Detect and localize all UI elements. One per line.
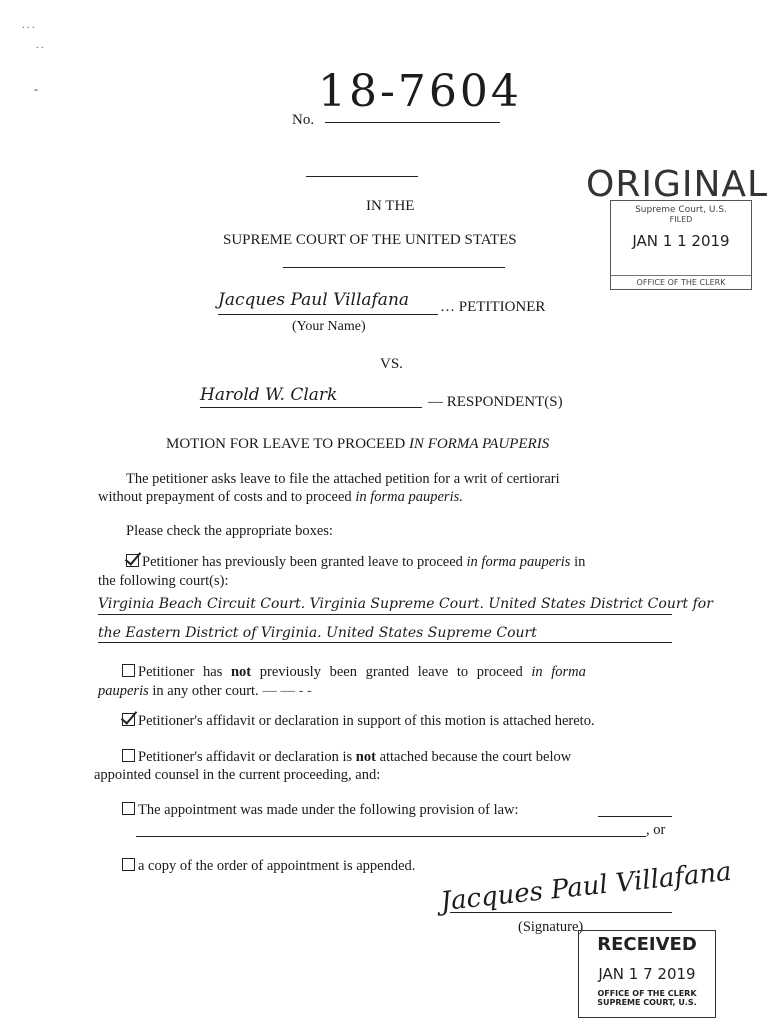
scan-mark: . . — [36, 40, 44, 51]
stamp-court: Supreme Court, U.S. — [635, 205, 727, 215]
checkbox-affidavit-attached[interactable] — [122, 713, 135, 726]
law-provision-line2[interactable] — [136, 836, 646, 837]
respondent-line — [200, 407, 422, 408]
signature: Jacques Paul Villafana — [439, 856, 733, 918]
signature-label: (Signature) — [518, 919, 584, 935]
check-instruction: Please check the appropriate boxes: — [126, 523, 333, 539]
checkbox-prior-ifp[interactable] — [126, 554, 139, 567]
stamp-filed: FILED — [669, 215, 693, 224]
in-the: IN THE — [366, 198, 415, 214]
option-prior-ifp: Petitioner has previously been granted leave to proceed in forma pauperis in — [126, 554, 585, 571]
divider — [283, 267, 505, 268]
option-affidavit-line2: appointed counsel in the current proceeding, and: — [94, 767, 381, 783]
received-office1: OFFICE OF THE CLERK — [597, 989, 697, 998]
original-stamp — [610, 200, 752, 290]
divider — [306, 176, 418, 177]
stamp-filed-date: JAN 1 1 2019 — [632, 232, 730, 250]
option-appointment-law: The appointment was made under the following provision of law: — [122, 802, 519, 819]
stamp-office: OFFICE OF THE CLERK — [611, 275, 751, 287]
checkbox-appointment-law[interactable] — [122, 802, 135, 815]
scan-mark: . . . — [22, 20, 35, 31]
received-stamp — [578, 930, 716, 1018]
option-not-prior: Petitioner has not previously been granted leave to proceed in forma — [122, 664, 586, 681]
intro-line1: The petitioner asks leave to file the attached petition for a writ of certiorari — [126, 471, 560, 487]
option-affidavit-attached: Petitioner's affidavit or declaration in support of this motion is attached hereto. — [122, 713, 595, 730]
intro-line2: without prepayment of costs and to proceed in forma pauperis. — [98, 489, 463, 505]
courts-line2: the Eastern District of Virginia. United States Supreme Court — [98, 625, 537, 641]
motion-title: MOTION FOR LEAVE TO PROCEED IN FORMA PAUPERIS — [166, 436, 550, 452]
petitioner-line — [218, 314, 438, 315]
petitioner-name: Jacques Paul Villafana — [218, 290, 410, 310]
received-office2: SUPREME COURT, U.S. — [597, 998, 697, 1007]
respondent-role: RESPONDENT(S) — [446, 394, 563, 410]
checkbox-affidavit-not-attached[interactable] — [122, 749, 135, 762]
checkbox-order-appended[interactable] — [122, 858, 135, 871]
courts-line1: Virginia Beach Circuit Court. Virginia Supreme Court. United States District Court for — [98, 596, 713, 612]
or-text: , or — [646, 822, 666, 838]
petitioner-role: PETITIONER — [458, 299, 546, 315]
received-title: RECEIVED — [597, 934, 697, 955]
checkbox-not-prior[interactable] — [122, 664, 135, 677]
option-order-appended: a copy of the order of appointment is appended. — [122, 858, 415, 875]
court-name: SUPREME COURT OF THE UNITED STATES — [223, 232, 517, 248]
respondent-name: Harold W. Clark — [200, 385, 338, 405]
option-affidavit-not-attached: Petitioner's affidavit or declaration is not attached because the court below — [122, 749, 571, 766]
signature-line — [450, 912, 672, 913]
petitioner-hint: (Your Name) — [292, 319, 366, 334]
case-no-label: No. — [292, 112, 315, 128]
option-prior-ifp-line2: the following court(s): — [98, 573, 229, 589]
scan-mark: - — [34, 82, 38, 96]
original-stamp-title: ORIGINAL — [586, 164, 769, 205]
versus: VS. — [380, 356, 403, 372]
received-date: JAN 1 7 2019 — [598, 965, 696, 983]
option-not-prior-line2: pauperis in any other court. — — - - — [98, 683, 312, 699]
law-provision-line[interactable] — [598, 816, 672, 817]
case-number: 18-7604 — [318, 66, 522, 117]
courts-line1-rule — [98, 614, 672, 615]
courts-line2-rule — [98, 642, 672, 643]
